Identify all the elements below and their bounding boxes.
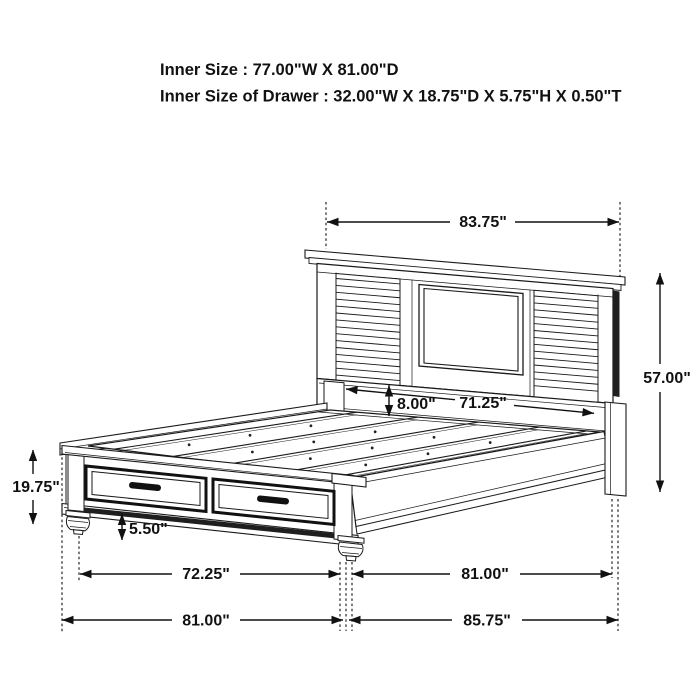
- dim-drawer-span: 72.25": [182, 566, 230, 583]
- dim-inner-width: 71.25": [459, 395, 507, 412]
- header-notes: [160, 61, 621, 106]
- footboard-left-stile: [68, 455, 84, 512]
- dim-footboard-height: 19.75": [12, 479, 60, 496]
- dim-side-rail-span: 81.00": [461, 566, 509, 583]
- footboard-right-post: [334, 480, 352, 541]
- dim-headboard-width: 83.75": [459, 214, 507, 231]
- inner-size-note: Inner Size : 77.00"W X 81.00"D: [160, 61, 399, 79]
- dim-overall-width: 81.00": [182, 612, 230, 630]
- dim-rail-height: 8.00": [397, 396, 436, 413]
- foot-left: [66, 511, 90, 535]
- dim-overall-height: 57.00": [643, 370, 691, 387]
- dim-foot-height: 5.50": [129, 521, 168, 538]
- dim-overall-length: 85.75": [463, 612, 511, 630]
- headboard-right-leg: [605, 402, 626, 496]
- headboard-side-edge: [613, 291, 620, 398]
- foot-center: [338, 536, 364, 562]
- drawer-size-note: Inner Size of Drawer : 32.00"W X 18.75"D X 5.75"H X 0.50"T: [160, 87, 622, 106]
